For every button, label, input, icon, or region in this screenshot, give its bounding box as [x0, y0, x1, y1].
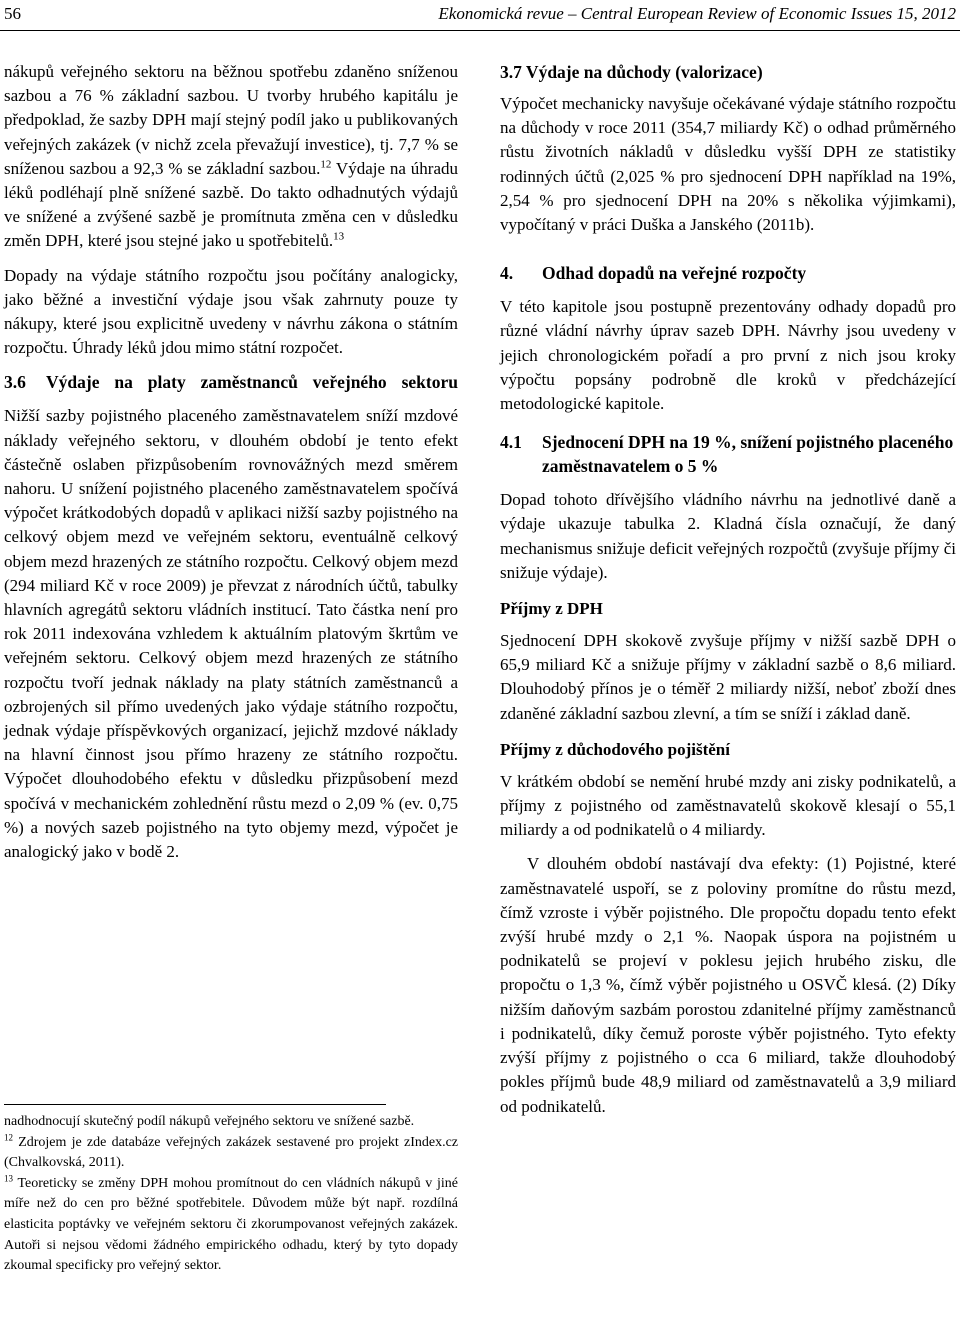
subheading-prijmy-dph: Příjmy z DPH [500, 599, 603, 619]
paragraph: V dlouhém období nastávají dva efekty: (1) Pojistné, které zaměstnavatelé uspoří, se z poloviny promítne do růstu mezd, čímž vzroste i výběr pojistného. Dle propočtu dopadu tento efekt zvýší hrubé mzdy o 2,1 %. Naopak úspora na pojistném u podnikatelů se projeví v poklesu jejich hrubého zisku, dle propočtu o 1,3 %, čímž výběr pojistného u OSVČ klesá. (2) Díky nižším daňovým sazbám porostou zdanitelné příjmy zaměstnanců i podnikatelů, díky čemuž poroste výběr pojistného. Tyto efekty zvýší příjmy z pojistného o cca 6 miliard, takže dlouhodobý pokles příjmů bude 48,9 miliard od zaměstnavatelů a 3,9 miliard od podnikatelů. [500, 854, 956, 1116]
paragraph: V krátkém období se nemění hrubé mzdy ani zisky podnikatelů, a příjmy z pojistného od zaměstnavatelů skokově klesají o 55,1 miliardy a od podnikatelů o 4 miliardy. [500, 771, 956, 840]
paragraph [4, 60, 458, 254]
journal-title: Ekonomická revue – Central European Review of Economic Issues 15, 2012 [438, 4, 956, 23]
footnotes [4, 1112, 458, 1277]
section-heading-3-7: 3.7 Výdaje na důchody (valorizace) [500, 62, 763, 82]
paragraph: Nižší sazby pojistného placeného zaměstnavatelem sníží mzdové náklady veřejného sektoru, v dlouhém období je tento efekt částečně oslaben přizpůsobením rovnovážných mezd směrem nahoru. U snížení pojistného placeného zaměstnavatelem spočívá výpočet krátkodobých dopadů v aplikaci nižší sazby pojistného na celkový objem mezd ve veřejném sektoru, eventuálně celkový objem mezd hrazených ze státního rozpočtu. Celkový objem mezd (294 miliard Kč v roce 2009) je převzat z národních účtů, tabulky hlavních agregátů sektoru vládních institucí. Tato částka není pro rok 2011 indexována vzhledem k aktuálním platovým škrtům ve veřejném sektoru. Celkový objem mezd hrazených ze státního rozpočtu tvoří jednak náklady na platy státních zaměstnanců a ozbrojených sil přímo uvedených jako výdaje státního rozpočtu, jednak výdaje příspěvkových organizací, jejichž mzdové náklady na hlavní činnost jsou přímo hrazeny ze státního rozpočtu. Výpočet dlouhodobého efektu v důsledku přizpůsobení mezd spočívá v mechanickém zohlednění růstu mezd o 2,09 % (ev. 0,75 %) a nových sazeb pojistného na tyto objemy mezd, výpočet je analogický jako v bodě 2. [4, 406, 458, 862]
footnote-ref[interactable]: 12 [320, 158, 332, 171]
subheading-prijmy-duchodove: Příjmy z důchodového pojištění [500, 739, 730, 759]
paragraph: V této kapitole jsou postupně prezentovány odhady dopadů pro různé vládní návrhy úprav sazeb DPH. Návrhy jsou uvedeny v jejich chronologickém pořadí a pro první z nich jsou kroky výpočtu popsány podrobně dle kroků v předcházející metodologické kapitole. [500, 297, 956, 414]
paragraph: Výpočet mechanicky navyšuje očekávané výdaje státního rozpočtu na důchody v roce 2011 (354,7 miliardy Kč) o odhad průměrného růstu životních nákladů v důsledku vyšší DPH ze statistiky rodinných účtů (2,025 % pro sjednocení DPH například na 19%, 2,54 % pro sjednocení DPH na 20% s několika výjimkami), vypočítaný v práci Duška a Janského (2011b). [500, 94, 956, 235]
section-number: 4.1 [500, 432, 522, 453]
footnote-13 [4, 1174, 458, 1277]
footnote-continued: nadhodnocují skutečný podíl nákupů veřejného sektoru ve snížené sazbě. [4, 1114, 415, 1129]
footnote-divider [4, 1104, 386, 1105]
page-header [0, 0, 960, 31]
text: Výdaje na úhradu léků podléhají plně snížené sazbě. Do takto odhadnutých výdajů ve snížené a zvýšené sazbě je promítnuta změna cen v důsledku změn DPH, které jsou stejné jako u spotřebitelů. [4, 158, 458, 251]
footnote-text: Zdrojem je zde databáze veřejných zakázek sestavené pro projekt zIndex.cz (Chvalkovská, 2011). [4, 1134, 458, 1171]
paragraph: Sjednocení DPH skokově zvyšuje příjmy v nižší sazbě DPH o 65,9 miliard Kč a snižuje příjmy v základní sazbě o 8,6 miliard. Dlouhodobý přínos je o téměř 2 miliardy nižší, neboť zboží dnes zdaněné základní sazbou zlevní, a tím se sníží i základ daně. [500, 631, 956, 723]
section-title: Sjednocení DPH na 19 %, snížení pojistného placeného zaměstnavatelem o 5 % [542, 432, 954, 477]
paragraph: Dopad tohoto dřívějšího vládního návrhu na jednotlivé daně a výdaje ukazuje tabulka 2. Kladná čísla označují, že daný mechanismus snižuje deficit veřejných rozpočtů (zvyšuje příjmy či snižuje výdaje). [500, 490, 956, 582]
footnote-mark: 13 [4, 1173, 13, 1184]
section-title: Odhad dopadů na veřejné rozpočty [542, 263, 807, 284]
section-heading-4 [500, 261, 956, 285]
paragraph: Dopady na výdaje státního rozpočtu jsou počítány analogicky, jako běžné a investiční výdaje jsou však zahrnuty pouze ty nákupy, které jsou explicitně uvedeny v návrhu zákona o státním rozpočtu. Úhrady léků jdou mimo státní rozpočet. [4, 265, 458, 358]
right-column [500, 60, 956, 1119]
text: nákupů veřejného sektoru na běžnou spotřebu zdaněno sníženou sazbou a 76 % základní sazbou. U tvorby hrubého kapitálu je předpoklad, že sazby DPH mají stejný podíl jako u publikovaných veřejných zakázek (v nichž zcela převažují investice), tj. 7,7 % se sníženou sazbou a 92,3 % se základní sazbou. [4, 62, 458, 178]
section-number: 4. [500, 263, 514, 284]
section-title: Výdaje na platy zaměstnanců veřejného sektoru [46, 372, 458, 393]
footnote-ref[interactable]: 13 [333, 230, 345, 243]
section-number: 3.6 [4, 372, 26, 393]
section-heading-3-6 [4, 370, 458, 394]
footnote-12 [4, 1133, 458, 1174]
page-number: 56 [4, 4, 21, 23]
section-heading-4-1 [500, 430, 956, 478]
left-column [4, 60, 458, 864]
footnote-mark: 12 [4, 1131, 13, 1142]
footnote-text: Teoreticky se změny DPH mohou promítnout do cen vládních nákupů v jiné míře než do cen pro běžné spotřebitele. Důvodem může být např. rozdílná elasticita poptávky ve veřejném sektoru či zkorumpovanost veřejných zakázek. Autoři si nejsou vědomi žádného empirického odhadu, který by tyto dopady zkoumal specificky pro veřejný sektor. [4, 1175, 458, 1274]
